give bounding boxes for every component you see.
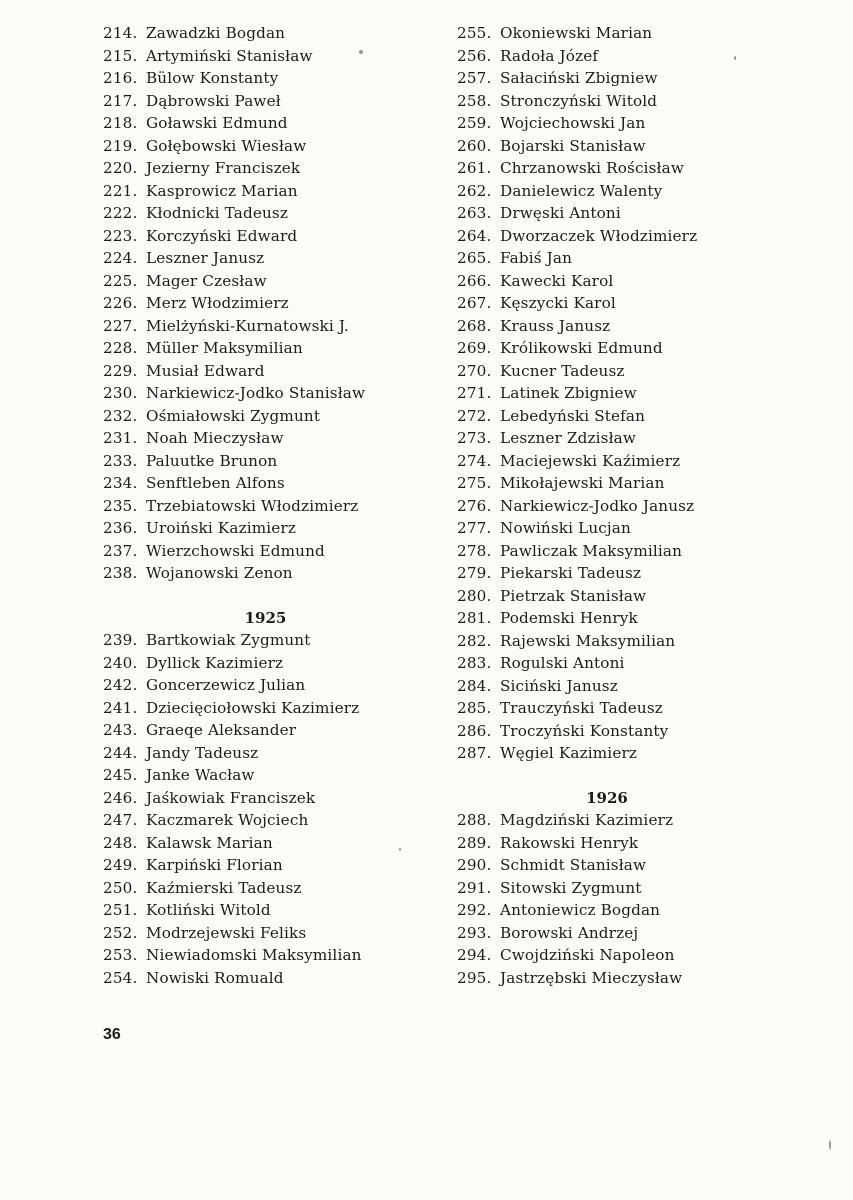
entry-number: 223.: [103, 226, 138, 245]
entry-name: Niewiadomski Maksymilian: [146, 946, 362, 964]
entry-number: 225.: [103, 271, 138, 290]
entry-name: Królikowski Edmund: [500, 339, 663, 357]
entry-name: Kotliński Witold: [146, 901, 271, 919]
entry-number: 255.: [457, 24, 492, 42]
entry-name: Jastrzębski Mieczysław: [500, 968, 683, 987]
list-item: [103, 674, 433, 697]
entry-name: Drwęski Antoni: [500, 204, 621, 222]
entry-number: 260.: [457, 136, 492, 155]
entry-number: 295.: [457, 968, 492, 987]
list-item: [103, 427, 433, 450]
entry-number: 268.: [457, 316, 492, 335]
entry-name: Wojanowski Zenon: [146, 564, 293, 582]
entry-name: Danielewicz Walenty: [500, 181, 663, 200]
entry-number: 215.: [103, 46, 138, 65]
list-item: [457, 315, 787, 338]
entry-number: 231.: [103, 429, 138, 447]
entry-name: Artymiński Stanisław: [146, 46, 313, 65]
entry-number: 253.: [103, 946, 138, 964]
list-item: [457, 135, 787, 158]
entry-name: Gołębowski Wiesław: [146, 136, 307, 155]
entry-number: 264.: [457, 226, 492, 245]
entry-number: 276.: [457, 496, 492, 515]
list-item: [103, 742, 433, 765]
entry-number: 256.: [457, 46, 492, 65]
entry-number: 290.: [457, 856, 492, 874]
entry-name: Ośmiałowski Zygmunt: [146, 406, 321, 425]
entry-name: Dworzaczek Włodzimierz: [500, 226, 698, 245]
entry-name: Jaśkowiak Franciszek: [146, 788, 316, 807]
entry-name: Mielżyński-Kurnatowski J.: [146, 316, 349, 335]
entry-number: 283.: [457, 654, 492, 672]
list-item: [457, 157, 787, 180]
list-group: [103, 22, 433, 585]
entry-number: 224.: [103, 249, 138, 267]
entry-name: Graeqe Aleksander: [146, 721, 297, 739]
entry-number: 263.: [457, 204, 492, 222]
entry-name: Kawecki Karol: [500, 271, 614, 290]
entry-number: 216.: [103, 69, 138, 87]
list-item: [457, 720, 787, 743]
list-item: [103, 540, 433, 563]
entry-name: Rajewski Maksymilian: [500, 631, 676, 650]
list-item: [457, 112, 787, 135]
entry-name: Leszner Janusz: [146, 249, 265, 267]
list-item: [103, 360, 433, 383]
entry-name: Noah Mieczysław: [146, 429, 284, 447]
entry-number: 249.: [103, 856, 138, 874]
entry-name: Krauss Janusz: [500, 316, 611, 335]
entry-name: Rakowski Henryk: [500, 833, 639, 852]
year-heading: 1926: [586, 788, 628, 807]
list-group: [457, 22, 787, 765]
entry-number: 220.: [103, 159, 138, 177]
entry-name: Kęszycki Karol: [500, 294, 616, 312]
list-item: [103, 90, 433, 113]
entry-name: Okoniewski Marian: [500, 24, 653, 42]
entry-name: Borowski Andrzej: [500, 923, 639, 942]
list-item: [457, 450, 787, 473]
entry-number: 277.: [457, 519, 492, 537]
entry-number: 288.: [457, 811, 492, 829]
list-item: [457, 382, 787, 405]
list-item: [103, 337, 433, 360]
list-item: [103, 157, 433, 180]
entry-name: Pawliczak Maksymilian: [500, 541, 683, 560]
entry-name: Kasprowicz Marian: [146, 181, 298, 200]
list-item: [103, 270, 433, 293]
entry-number: 280.: [457, 586, 492, 605]
list-item: [457, 45, 787, 68]
entry-name: Kaźmierski Tadeusz: [146, 878, 302, 897]
entry-name: Wierzchowski Edmund: [146, 541, 325, 560]
list-item: [103, 764, 433, 787]
entry-number: 271.: [457, 384, 492, 402]
list-item: [103, 247, 433, 270]
list-item: [457, 630, 787, 653]
entry-name: Rogulski Antoni: [500, 654, 625, 672]
entry-name: Mikołajewski Marian: [500, 474, 665, 492]
entry-name: Narkiewicz-Jodko Janusz: [500, 496, 695, 515]
list-item: [103, 135, 433, 158]
entry-number: 244.: [103, 743, 138, 762]
list-item: [103, 719, 433, 742]
list-item: [103, 22, 433, 45]
entry-name: Cwojdziński Napoleon: [500, 946, 675, 964]
entry-name: Maciejewski Kaźimierz: [500, 451, 681, 470]
list-item: [457, 607, 787, 630]
entry-number: 251.: [103, 901, 138, 919]
entry-name: Dziecięciołowski Kazimierz: [146, 698, 360, 717]
entry-name: Bülow Konstanty: [146, 69, 279, 87]
list-item: [103, 45, 433, 68]
entry-name: Trauczyński Tadeusz: [500, 699, 663, 717]
list-item: [103, 899, 433, 922]
entry-name: Kaczmarek Wojciech: [146, 811, 309, 829]
entry-number: 233.: [103, 451, 138, 470]
entry-name: Dyllick Kazimierz: [146, 653, 284, 672]
list-item: [457, 832, 787, 855]
entry-number: 274.: [457, 451, 492, 470]
list-item: [457, 405, 787, 428]
list-item: [103, 697, 433, 720]
list-item: [457, 90, 787, 113]
list-item: [457, 225, 787, 248]
entry-name: Wojciechowski Jan: [500, 114, 646, 132]
entry-number: 273.: [457, 429, 492, 447]
entry-number: 278.: [457, 541, 492, 560]
list-item: [457, 360, 787, 383]
list-item: [457, 517, 787, 540]
list-item: [103, 787, 433, 810]
list-item: [457, 899, 787, 922]
entry-number: 272.: [457, 406, 492, 425]
entry-number: 258.: [457, 91, 492, 110]
entry-number: 279.: [457, 564, 492, 582]
entry-name: Musiał Edward: [146, 361, 265, 380]
list-item: [103, 517, 433, 540]
entry-number: 221.: [103, 181, 138, 200]
list-item: [457, 22, 787, 45]
entry-number: 248.: [103, 833, 138, 852]
entry-name: Goncerzewicz Julian: [146, 676, 306, 694]
entry-number: 291.: [457, 878, 492, 897]
entry-number: 238.: [103, 564, 138, 582]
entry-name: Sałaciński Zbigniew: [500, 69, 658, 87]
entry-number: 219.: [103, 136, 138, 155]
entry-number: 239.: [103, 631, 138, 649]
entry-number: 266.: [457, 271, 492, 290]
list-item: [457, 742, 787, 765]
list-item: [457, 67, 787, 90]
entry-name: Trzebiatowski Włodzimierz: [146, 496, 359, 515]
list-item: [457, 697, 787, 720]
list-item: [103, 405, 433, 428]
list-item: [103, 225, 433, 248]
entry-name: Janke Wacław: [146, 766, 255, 784]
entry-number: 294.: [457, 946, 492, 964]
entry-name: Podemski Henryk: [500, 609, 638, 627]
entry-name: Paluutke Brunon: [146, 451, 278, 470]
entry-number: 236.: [103, 519, 138, 537]
entry-number: 228.: [103, 339, 138, 357]
list-item: [457, 247, 787, 270]
list-item: [103, 922, 433, 945]
entry-name: Korczyński Edward: [146, 226, 298, 245]
entry-name: Jezierny Franciszek: [146, 159, 301, 177]
entry-number: 286.: [457, 721, 492, 740]
entry-number: 227.: [103, 316, 138, 335]
entry-name: Latinek Zbigniew: [500, 384, 637, 402]
entry-number: 259.: [457, 114, 492, 132]
entry-number: 243.: [103, 721, 138, 739]
entry-name: Kucner Tadeusz: [500, 361, 625, 380]
list-item: [457, 585, 787, 608]
entry-number: 269.: [457, 339, 492, 357]
entry-number: 247.: [103, 811, 138, 829]
list-item: [457, 270, 787, 293]
entry-number: 242.: [103, 676, 138, 694]
entry-number: 254.: [103, 968, 138, 987]
page-number: 36: [103, 1026, 121, 1043]
entry-name: Kłodnicki Tadeusz: [146, 204, 289, 222]
entry-name: Leszner Zdzisław: [500, 429, 637, 447]
entry-name: Jandy Tadeusz: [146, 743, 259, 762]
list-item: [457, 495, 787, 518]
entry-name: Zawadzki Bogdan: [146, 24, 286, 42]
entry-number: 252.: [103, 923, 138, 942]
entry-number: 293.: [457, 923, 492, 942]
left-column: [103, 22, 433, 989]
list-item: [457, 202, 787, 225]
scan-speck: [734, 56, 736, 60]
entry-name: Uroiński Kazimierz: [146, 519, 296, 537]
list-item: [457, 540, 787, 563]
entry-name: Bartkowiak Zygmunt: [146, 631, 311, 649]
entry-number: 218.: [103, 114, 138, 132]
entry-name: Goławski Edmund: [146, 114, 288, 132]
list-item: [103, 67, 433, 90]
year-heading: 1925: [244, 608, 287, 627]
scan-speck: [829, 1140, 831, 1150]
entry-name: Magdziński Kazimierz: [500, 811, 674, 829]
list-item: [103, 854, 433, 877]
entry-number: 229.: [103, 361, 138, 380]
entry-name: Piekarski Tadeusz: [500, 564, 642, 582]
entry-name: Dąbrowski Paweł: [146, 91, 281, 110]
entry-number: 265.: [457, 249, 492, 267]
entry-number: 237.: [103, 541, 138, 560]
entry-number: 230.: [103, 384, 138, 402]
entry-name: Nowiński Lucjan: [500, 519, 631, 537]
list-group: [457, 809, 787, 989]
entry-name: Schmidt Stanisław: [500, 856, 647, 874]
list-item: [457, 967, 787, 990]
entry-number: 246.: [103, 788, 138, 807]
entry-number: 217.: [103, 91, 138, 110]
list-item: [457, 180, 787, 203]
entry-number: 214.: [103, 24, 138, 42]
list-item: [103, 382, 433, 405]
entry-number: 289.: [457, 833, 492, 852]
list-item: [457, 292, 787, 315]
entry-name: Kalawsk Marian: [146, 833, 273, 852]
list-item: [103, 562, 433, 585]
list-item: [103, 877, 433, 900]
entry-name: Sitowski Zygmunt: [500, 878, 642, 897]
entry-number: 281.: [457, 609, 492, 627]
list-item: [457, 337, 787, 360]
entry-number: 270.: [457, 361, 492, 380]
entry-name: Müller Maksymilian: [146, 339, 303, 357]
entry-number: 267.: [457, 294, 492, 312]
list-item: [103, 809, 433, 832]
entry-number: 245.: [103, 766, 138, 784]
entry-number: 257.: [457, 69, 492, 87]
list-item: [103, 180, 433, 203]
list-item: [103, 450, 433, 473]
scan-speck: [399, 848, 401, 851]
scan-speck: [359, 50, 363, 54]
entry-number: 232.: [103, 406, 138, 425]
entry-number: 240.: [103, 653, 138, 672]
list-item: [103, 315, 433, 338]
list-item: [103, 832, 433, 855]
entry-name: Radoła Józef: [500, 46, 599, 65]
entry-name: Mager Czesław: [146, 271, 267, 290]
entry-number: 287.: [457, 744, 492, 762]
list-item: [457, 877, 787, 900]
entry-number: 292.: [457, 901, 492, 919]
entry-number: 275.: [457, 474, 492, 492]
entry-name: Antoniewicz Bogdan: [500, 901, 661, 919]
list-item: [103, 472, 433, 495]
entry-number: 261.: [457, 159, 492, 177]
entry-number: 262.: [457, 181, 492, 200]
right-column: [457, 22, 787, 989]
entry-name: Bojarski Stanisław: [500, 136, 646, 155]
entry-number: 282.: [457, 631, 492, 650]
list-item: [457, 562, 787, 585]
list-item: [457, 809, 787, 832]
entry-name: Chrzanowski Rościsław: [500, 159, 684, 177]
entry-number: 241.: [103, 698, 138, 717]
entry-name: Troczyński Konstanty: [500, 721, 669, 740]
list-item: [103, 944, 433, 967]
list-item: [457, 944, 787, 967]
entry-name: Węgiel Kazimierz: [500, 744, 638, 762]
list-item: [103, 967, 433, 990]
list-group: [103, 629, 433, 989]
entry-number: 234.: [103, 474, 138, 492]
list-item: [457, 675, 787, 698]
entry-name: Karpiński Florian: [146, 856, 283, 874]
entry-name: Merz Włodzimierz: [146, 294, 289, 312]
entry-name: Stronczyński Witold: [500, 91, 658, 110]
list-item: [103, 652, 433, 675]
entry-number: 284.: [457, 676, 492, 695]
entry-name: Siciński Janusz: [500, 676, 618, 695]
entry-number: 222.: [103, 204, 138, 222]
entry-number: 285.: [457, 699, 492, 717]
entry-number: 235.: [103, 496, 138, 515]
list-item: [103, 202, 433, 225]
list-item: [103, 629, 433, 652]
entry-name: Narkiewicz-Jodko Stanisław: [146, 384, 366, 402]
list-item: [457, 922, 787, 945]
entry-number: 250.: [103, 878, 138, 897]
entry-name: Modrzejewski Feliks: [146, 923, 307, 942]
list-item: [457, 652, 787, 675]
entry-name: Senftleben Alfons: [146, 474, 285, 492]
entry-name: Lebedyński Stefan: [500, 406, 646, 425]
entry-name: Fabiś Jan: [500, 249, 573, 267]
list-item: [103, 112, 433, 135]
list-item: [457, 472, 787, 495]
list-item: [457, 854, 787, 877]
entry-name: Nowiski Romuald: [146, 968, 284, 987]
list-item: [457, 427, 787, 450]
list-item: [103, 495, 433, 518]
entry-number: 226.: [103, 294, 138, 312]
entry-name: Pietrzak Stanisław: [500, 586, 647, 605]
list-item: [103, 292, 433, 315]
